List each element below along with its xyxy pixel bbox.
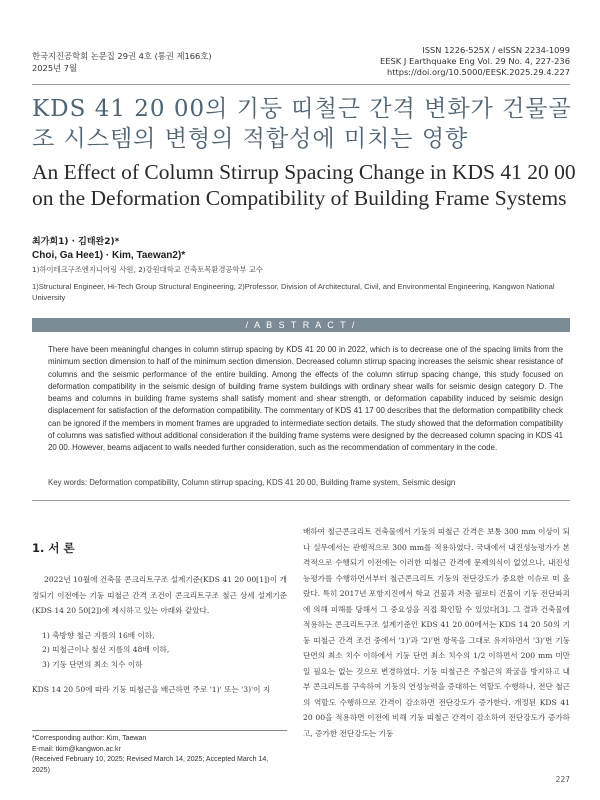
received-dates: (Received February 10, 2025; Revised March 14, 2025; Accepted March 14, 2025) — [32, 756, 269, 774]
list-item: 1) 축방향 철근 지름의 16배 이하, — [42, 630, 155, 640]
list-item: 3) 기둥 단면의 최소 치수 이하 — [42, 659, 143, 669]
authors-english: Choi, Ga Hee1) · Kim, Taewan2)* — [32, 250, 186, 261]
issue-date-ko: 2025년 7월 — [32, 63, 78, 73]
title-english: An Effect of Column Stirrup Spacing Change in KDS 41 20 00 on the Deformation Compatibility of Building Frame Systems — [32, 160, 576, 210]
corresponding-author: *Corresponding author: Kim, Taewan — [32, 735, 147, 742]
title-korean: KDS 41 20 00의 기둥 띠철근 간격 변화가 건물골조 시스템의 변형의 적합성에 미치는 영향 — [32, 96, 572, 152]
keywords: Key words: Deformation compatibility, Column stirrup spacing, KDS 41 20 00, Building frame system, Seismic design — [48, 478, 456, 487]
affiliation-english: 1)Structural Engineer, Hi-Tech Group Structural Engineering, 2)Professor, Division of Architectural, Civil, and Environmental Engineering, Kangwon National University — [32, 282, 555, 302]
journal-name-ko: 한국지진공학회 논문집 29권 4호 (통권 제166호) — [32, 51, 212, 61]
abstract-divider — [32, 500, 570, 501]
intro-paragraph-1: 2022년 10월에 건축물 콘크리트구조 설계기준(KDS 41 20 00[1])이 개정되기 이전에는 기둥 띠철근 간격 조건이 콘크리트구조 철근 상세 설계기준(KDS 14 20 50[2])에 제시하고 있는 아래와 같았다. — [32, 575, 287, 615]
list-item: 2) 띠철근이나 철선 지름의 48배 이하, — [42, 645, 170, 654]
authors-korean: 최가희1) · 김태완2)* — [32, 237, 120, 247]
intro-paragraph-3: 배하여 철근콘크리트 건축물에서 기둥의 띠철근 간격은 보통 300 mm 이상이 되나 실무에서는 관행적으로 300 mm를 적용하였다. 국내에서 내진성능평가가 본격적으로 수행되기 이전에는 이러한 띠철근 간격에 문제의식이 없었으나, 내진성능평가를 수행하면서부터 철근콘크리트 기둥의 전단강도가 중요한 이슈로 떠 올랐다. 특히 2017년 포항지진에서 학교 건물과 저층 필로티 건물이 기둥 전단파괴에 의해 피해를 당해서 그 중요성을 직접 확인할 수 있었다[3]. 그 결과 건축물에 적용하는 콘크리트구조 설계기준인 KDS 41 20 00에서는 KDS 14 20 50의 기둥 띠철근 간격 조건 중에서 '1)'과 '2)'번 항목을 그대로 유지하면서 '3)'번 기둥 단면의 최소 치수 이하에서 기둥 단면 최소 치수의 1/2 이하면서 200 mm 미만일 필요는 없는 것으로 변경하였다. 기둥 띠철근은 주철근의 좌굴을 방지하고 내부 콘크리트를 구속하여 기둥의 연성능력을 증대하는 역할도 수행하나, 전단 철근의 역할도 수행하므로 간격이 감소하면 전단강도가 증가한다. 개정된 KDS 41 20 00을 적용하면 이전에 비해 기둥 띠철근 간격이 감소하여 전단강도가 증가하고, 증가한 전단강도는 기둥 — [303, 527, 570, 738]
affiliation-korean: 1)하이테크구조엔지니어링 사원, 2)강원대학교 건축토목환경공학부 교수 — [32, 265, 263, 274]
issn: ISSN 1226-525X / eISSN 2234-1099 — [422, 45, 570, 55]
intro-paragraph-2: KDS 14 20 50에 따라 기둥 띠철근을 배근하면 주로 '1)' 또는 '3)'이 지 — [32, 685, 271, 694]
journal-header-left — [32, 50, 212, 74]
page-number: 227 — [555, 775, 570, 784]
right-column — [303, 524, 570, 741]
header-divider — [32, 84, 570, 85]
author-email[interactable]: E-mail: tkim@kangwon.ac.kr — [32, 745, 121, 753]
footnote — [32, 730, 287, 776]
section-heading: 1. 서 론 — [32, 541, 75, 555]
doi-link[interactable]: https://doi.org/10.5000/EESK.2025.29.4.227 — [386, 67, 570, 77]
spacing-conditions-list — [32, 629, 287, 673]
journal-name-en: EESK J Earthquake Eng Vol. 29 No. 4, 227-236 — [380, 56, 570, 66]
abstract-text: There have been meaningful changes in column stirrup spacing by KDS 41 20 00 in 2022, which is to decrease one of the spacing limits from the minimum section dimension to half of the minimum section dimension. Decreased column stirrup spacing increases the seismic shear resistance of columns and the seismic performance of the entire building. Among the effects of the column stirrup spacing change, this study focused on deformation compatibility in the seismic design of building frame system buildings with ordinary shear walls for seismic design category D. The beams and columns in building frame systems shall satisfy moment and shear strength, or deformation capability induced by seismic design displacement for satisfaction of the deformation compatibility. The commentary of KDS 41 17 00 describes that the deformation compatibility check can be ignored if the members in moment frames are upgraded to intermediate section details. The study showed that the deformation compatibility of columns was satisfied without additional consideration if the building frame systems were designed by the decreased column spacing in KDS 41 20 00. However, beams adjacent to walls needed further consideration, such as the recommendation of commentary in the code. — [48, 345, 563, 453]
left-column — [32, 540, 287, 698]
journal-header-right — [380, 45, 570, 78]
abstract-banner: / A B S T R A C T / — [32, 318, 570, 332]
